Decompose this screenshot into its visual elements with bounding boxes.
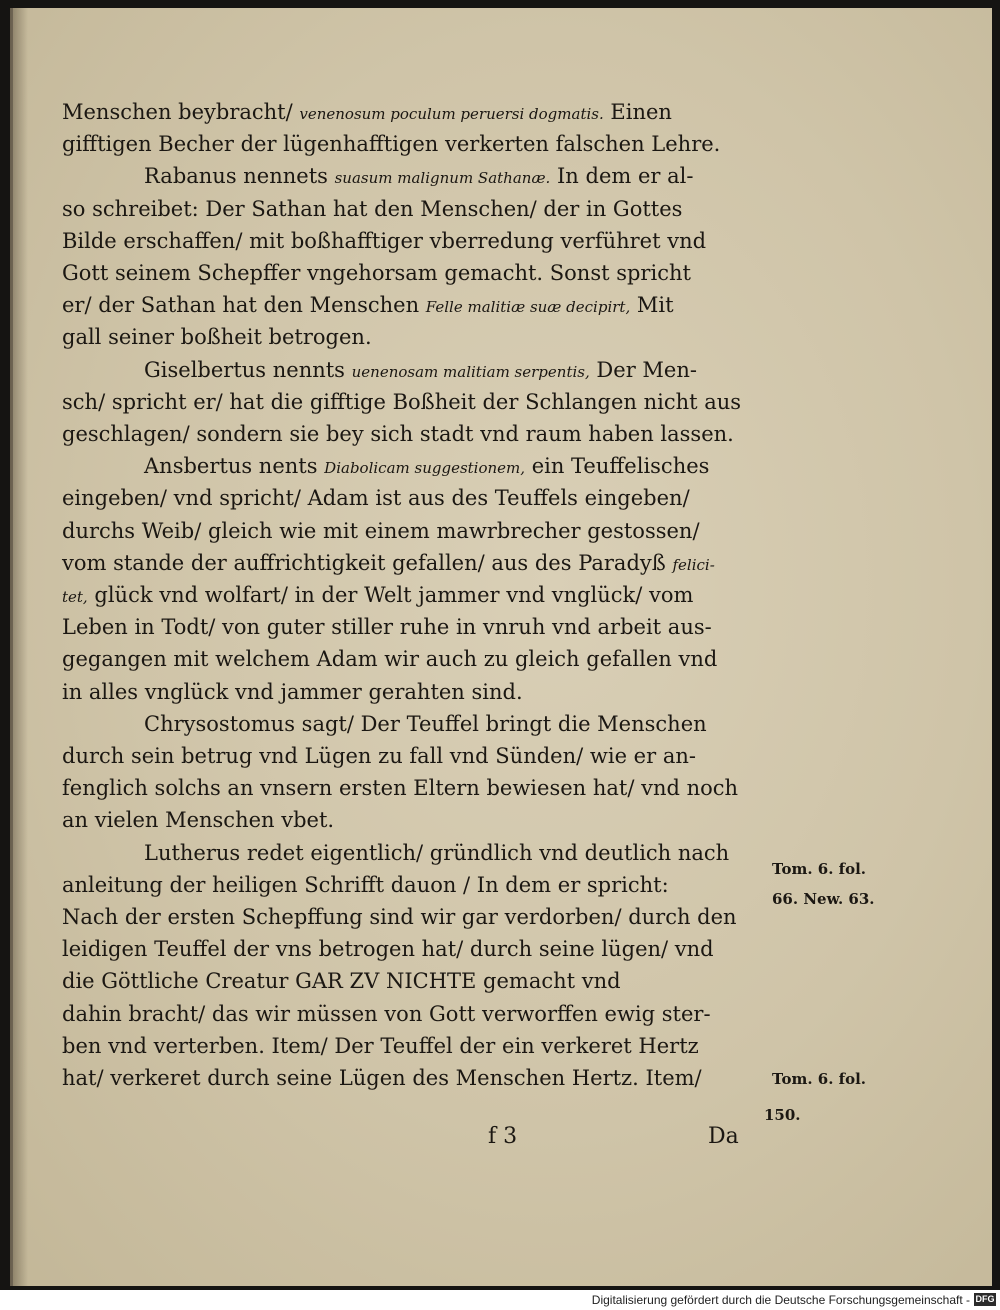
text-line bbox=[62, 676, 523, 708]
text-line bbox=[62, 998, 711, 1030]
latin-phrase: Diabolicam suggestionem, bbox=[324, 459, 526, 478]
text-run: Bilde erschaffen/ mit boßhafftiger vberredung verführet vnd bbox=[62, 228, 707, 253]
text-run: Mit bbox=[630, 293, 674, 318]
text-line bbox=[62, 740, 696, 772]
text-run: ben vnd verterben. Item/ Der Teuffel der ein verkeret Hertz bbox=[62, 1033, 699, 1058]
text-run: gegangen mit welchem Adam wir auch zu gleich gefallen vnd bbox=[62, 647, 718, 672]
gutter-shadow bbox=[10, 8, 28, 1286]
text-run: vom stande der auffrichtigkeit gefallen/ aus des Paradyß bbox=[62, 550, 673, 575]
text-line bbox=[62, 515, 700, 547]
latin-phrase: tet, bbox=[62, 588, 88, 606]
margin-note: 66. New. 63. bbox=[772, 890, 875, 908]
text-line bbox=[62, 225, 706, 257]
text-run: Leben in Todt/ von guter stiller ruhe in vnruh vnd arbeit aus- bbox=[62, 615, 712, 640]
text-run: gifftigen Becher der lügenhafftigen verkerten falschen Lehre. bbox=[62, 132, 721, 157]
catchword: Da bbox=[708, 1124, 739, 1149]
text-line bbox=[144, 837, 729, 869]
text-line bbox=[62, 128, 720, 160]
text-run: eingeben/ vnd spricht/ Adam ist aus des Teuffels eingeben/ bbox=[62, 486, 690, 511]
text-line bbox=[62, 386, 741, 418]
text-line bbox=[144, 354, 697, 386]
margin-note: Tom. 6. fol. bbox=[772, 860, 867, 878]
text-run: Chrysostomus sagt/ Der Teuffel bringt die Menschen bbox=[144, 711, 707, 736]
text-line bbox=[62, 193, 682, 225]
text-run: glück vnd wolfart/ in der Welt jammer vnd vnglück/ vom bbox=[87, 583, 694, 607]
text-line bbox=[62, 1030, 699, 1062]
text-line bbox=[62, 418, 734, 450]
text-run: an vielen Menschen vbet. bbox=[62, 808, 335, 833]
text-line bbox=[62, 643, 717, 675]
text-run: dahin bracht/ das wir müssen von Gott verworffen ewig ster- bbox=[62, 1001, 711, 1026]
text-line bbox=[62, 579, 693, 611]
margin-note: 150. bbox=[764, 1106, 801, 1124]
text-run: ein Teuffelisches bbox=[525, 454, 710, 479]
text-run: Rabanus nennets bbox=[144, 164, 335, 189]
text-line bbox=[62, 869, 669, 901]
credit-bar bbox=[0, 1290, 1000, 1310]
text-run: durchs Weib/ gleich wie mit einem mawrbrecher gestossen/ bbox=[62, 518, 700, 543]
text-run: durch sein betrug vnd Lügen zu fall vnd Sünden/ wie er an- bbox=[62, 744, 696, 768]
latin-phrase: uenenosam malitiam serpentis, bbox=[351, 362, 590, 381]
text-line bbox=[62, 901, 737, 933]
text-run: hat/ verkeret durch seine Lügen des Menschen Hertz. Item/ bbox=[62, 1066, 702, 1090]
text-line bbox=[62, 547, 715, 579]
credit-text: Digitalisierung gefördert durch die Deutsche Forschungsgemeinschaft - bbox=[591, 1293, 970, 1307]
text-line bbox=[62, 804, 334, 836]
latin-phrase: venenosum poculum peruersi dogmatis. bbox=[299, 105, 604, 123]
text-line bbox=[144, 450, 709, 482]
text-line bbox=[62, 321, 372, 353]
text-run: Lutherus redet eigentlich/ gründlich vnd deutlich nach bbox=[144, 840, 730, 865]
text-line bbox=[62, 289, 674, 321]
text-run: sch/ spricht er/ hat die gifftige Boßheit der Schlangen nicht aus bbox=[62, 389, 742, 414]
latin-phrase: felici- bbox=[672, 555, 715, 574]
text-run: in alles vnglück vnd jammer gerahten sind. bbox=[62, 679, 523, 704]
text-line bbox=[144, 708, 707, 740]
text-line bbox=[62, 933, 714, 965]
signature-mark: f 3 bbox=[488, 1124, 518, 1149]
text-run: anleitung der heiligen Schrifft dauon / In dem er spricht: bbox=[62, 872, 669, 897]
text-run: die Göttliche Creatur GAR ZV NICHTE gemacht vnd bbox=[62, 969, 621, 994]
text-run: fenglich solchs an vnsern ersten Eltern bewiesen hat/ vnd noch bbox=[62, 776, 739, 801]
latin-phrase: suasum malignum Sathanæ. bbox=[334, 169, 551, 188]
dfg-logo: DFG bbox=[975, 1294, 995, 1304]
text-line bbox=[62, 772, 738, 804]
margin-note: Tom. 6. fol. bbox=[772, 1070, 867, 1088]
text-run: Der Men- bbox=[589, 357, 697, 382]
text-run: Einen bbox=[603, 100, 672, 124]
text-line bbox=[62, 482, 690, 514]
text-run: Gott seinem Schepffer vngehorsam gemacht. Sonst spricht bbox=[62, 261, 691, 285]
text-line bbox=[62, 96, 672, 128]
latin-phrase: Felle malitiæ suæ decipirt, bbox=[425, 298, 631, 317]
text-run: Menschen beybracht/ bbox=[62, 100, 300, 124]
text-run: geschlagen/ sondern sie bey sich stadt vnd raum haben lassen. bbox=[62, 422, 734, 446]
text-line bbox=[62, 611, 712, 643]
text-run: Nach der ersten Schepffung sind wir gar verdorben/ durch den bbox=[62, 905, 737, 929]
text-run: Ansbertus nents bbox=[144, 454, 325, 479]
text-run: leidigen Teuffel der vns betrogen hat/ durch seine lügen/ vnd bbox=[62, 937, 714, 962]
text-line bbox=[62, 257, 691, 289]
text-run: Giselbertus nennts bbox=[144, 357, 352, 382]
text-line bbox=[62, 965, 621, 997]
text-run: gall seiner boßheit betrogen. bbox=[62, 325, 372, 350]
text-run: so schreibet: Der Sathan hat den Menschen/ der in Gottes bbox=[62, 196, 683, 221]
text-run: In dem er al- bbox=[550, 164, 694, 189]
text-line bbox=[62, 1062, 702, 1094]
text-line bbox=[144, 160, 693, 192]
text-run: er/ der Sathan hat den Menschen bbox=[62, 293, 426, 318]
